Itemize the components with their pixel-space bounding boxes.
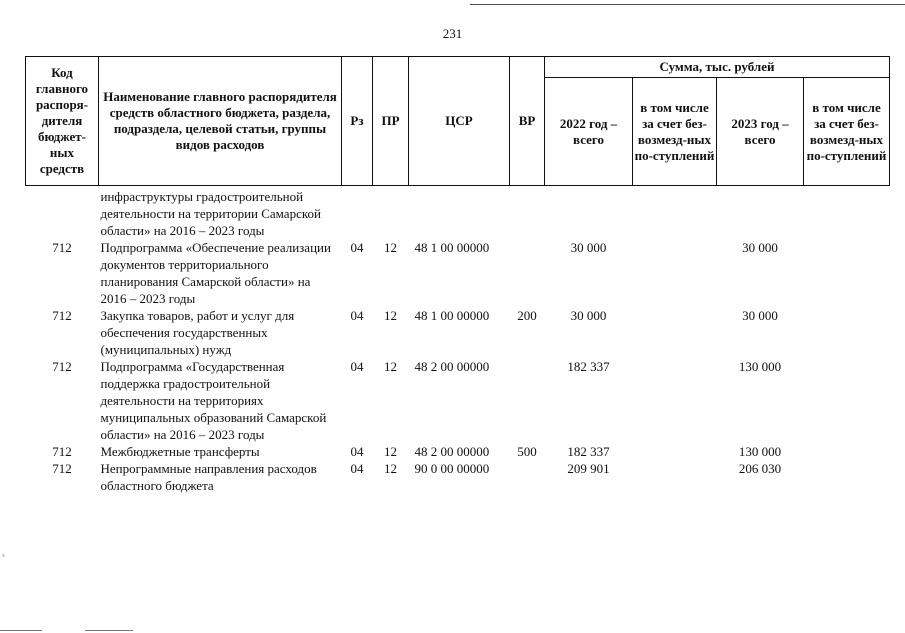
header-vr: ВР bbox=[510, 57, 545, 186]
cell-vr bbox=[510, 186, 545, 240]
header-pr: ПР bbox=[373, 57, 409, 186]
cell-rz bbox=[342, 186, 373, 240]
table-row bbox=[26, 186, 890, 240]
cell-code: 712 bbox=[52, 461, 72, 476]
cell-name: Подпрограмма «Обеспечение реализации документов территориального планирования Самарской области» на 2016 – 2023 годы bbox=[100, 240, 331, 306]
footer-rule bbox=[0, 630, 42, 631]
cell-2023-total: 130 000 bbox=[738, 359, 782, 374]
cell-2022-incl bbox=[633, 443, 717, 460]
cell-rz: 04 bbox=[350, 308, 364, 323]
table-row bbox=[26, 307, 890, 358]
cell-name: Подпрограмма «Государственная поддержка градостроительной деятельности на территориях муниципальных образований Самарской области» на 2016 – 2023 годы bbox=[100, 359, 327, 442]
cell-rz: 04 bbox=[350, 461, 364, 476]
table-row bbox=[26, 358, 890, 443]
cell-2022-incl bbox=[633, 460, 717, 494]
cell-rz: 04 bbox=[350, 359, 364, 374]
cell-csr bbox=[409, 186, 510, 240]
table-row bbox=[26, 239, 890, 307]
table-body bbox=[26, 186, 890, 495]
cell-2022-incl bbox=[633, 186, 717, 240]
header-sum-group: Сумма, тыс. рублей bbox=[545, 57, 890, 78]
cell-2023-total: 206 030 bbox=[738, 461, 782, 476]
table-header bbox=[26, 57, 890, 186]
cell-vr bbox=[510, 460, 545, 494]
cell-2022-incl bbox=[633, 358, 717, 443]
header-name: Наименование главного распорядителя средств областного бюджета, раздела, подраздела, целевой статьи, группы видов расходов bbox=[99, 57, 342, 186]
budget-table bbox=[25, 56, 890, 494]
header-rz: Рз bbox=[342, 57, 373, 186]
header-code: Код главного распоря-дителя бюджет-ных средств bbox=[26, 57, 99, 186]
cell-pr: 12 bbox=[384, 461, 397, 476]
cell-code: 712 bbox=[52, 308, 72, 323]
cell-name: Межбюджетные трансферты bbox=[100, 444, 260, 459]
cell-csr: 48 2 00 00000 bbox=[414, 359, 490, 374]
cell-2022-total: 182 337 bbox=[567, 359, 610, 374]
cell-name: Непрограммные направления расходов областного бюджета bbox=[100, 461, 317, 493]
cell-2023-incl bbox=[804, 443, 890, 460]
cell-vr: 200 bbox=[517, 308, 537, 323]
cell-pr bbox=[373, 186, 409, 240]
cell-2023-total: 130 000 bbox=[738, 444, 782, 459]
cell-pr: 12 bbox=[384, 359, 397, 374]
cell-2022-incl bbox=[633, 239, 717, 307]
cell-rz: 04 bbox=[350, 240, 364, 255]
cell-2022-total: 182 337 bbox=[567, 444, 610, 459]
cell-code: 712 bbox=[52, 444, 72, 459]
cell-pr: 12 bbox=[384, 444, 397, 459]
cell-2022-incl bbox=[633, 307, 717, 358]
header-2023-incl: в том числе за счет без-возмезд-ных по-ступлений bbox=[804, 78, 890, 186]
page-number: 231 bbox=[442, 26, 463, 41]
cell-2022-total bbox=[545, 186, 633, 240]
header-2022-total: 2022 год – всего bbox=[545, 78, 633, 186]
cell-2022-total: 30 000 bbox=[570, 240, 607, 255]
cell-2022-total: 209 901 bbox=[567, 461, 610, 476]
cell-code: 712 bbox=[52, 240, 72, 255]
cell-2023-incl bbox=[804, 460, 890, 494]
cell-csr: 48 1 00 00000 bbox=[414, 240, 490, 255]
cell-2022-total: 30 000 bbox=[570, 308, 607, 323]
cell-csr: 90 0 00 00000 bbox=[414, 461, 490, 476]
cell-2023-incl bbox=[804, 239, 890, 307]
cell-2023-total bbox=[717, 186, 804, 240]
header-2023-total: 2023 год – всего bbox=[717, 78, 804, 186]
cell-code: 712 bbox=[52, 359, 72, 374]
cell-vr bbox=[510, 239, 545, 307]
cell-vr: 500 bbox=[517, 444, 537, 459]
cell-2023-incl bbox=[804, 307, 890, 358]
side-mark: ˢ bbox=[2, 552, 5, 561]
cell-name: Закупка товаров, работ и услуг для обеспечения государственных (муниципальных) нужд bbox=[100, 308, 295, 357]
cell-csr: 48 1 00 00000 bbox=[414, 308, 490, 323]
cell-code bbox=[26, 186, 99, 240]
footer-rule bbox=[85, 630, 133, 631]
cell-2023-incl bbox=[804, 186, 890, 240]
cell-pr: 12 bbox=[384, 240, 397, 255]
cell-csr: 48 2 00 00000 bbox=[414, 444, 490, 459]
header-csr: ЦСР bbox=[409, 57, 510, 186]
header-2022-incl: в том числе за счет без-возмезд-ных по-ступлений bbox=[633, 78, 717, 186]
table-row bbox=[26, 460, 890, 494]
cell-2023-total: 30 000 bbox=[742, 240, 778, 255]
top-rule bbox=[470, 4, 905, 5]
cell-name: инфраструктуры градостроительной деятельности на территории Самарской области» на 2016 – 2023 годы bbox=[100, 189, 321, 238]
table-row bbox=[26, 443, 890, 460]
cell-2023-total: 30 000 bbox=[742, 308, 778, 323]
cell-pr: 12 bbox=[384, 308, 397, 323]
cell-2023-incl bbox=[804, 358, 890, 443]
cell-rz: 04 bbox=[350, 444, 364, 459]
cell-vr bbox=[510, 358, 545, 443]
